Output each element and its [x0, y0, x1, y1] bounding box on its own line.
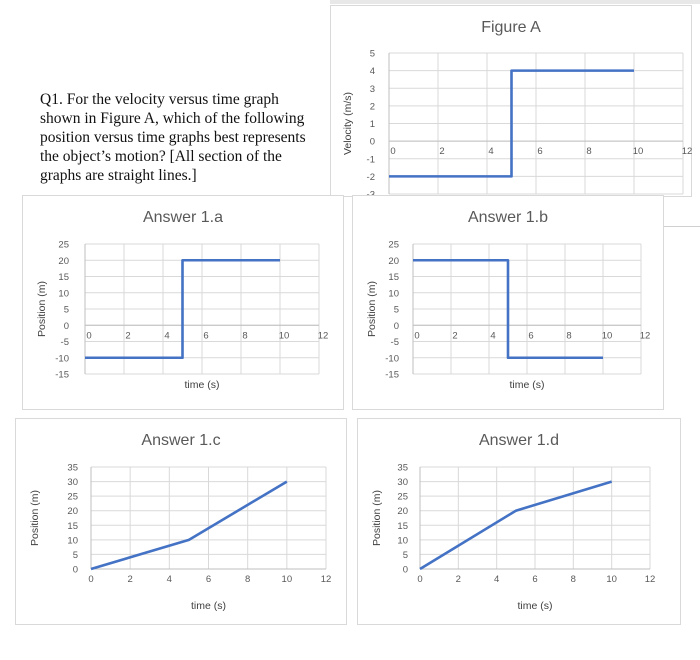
y-tick-label: 10	[58, 288, 69, 300]
y-tick-label: 25	[58, 239, 69, 251]
y-tick-label: 15	[388, 272, 399, 283]
chart-title: Answer 1.d	[478, 432, 560, 449]
x-tick-label: 4	[488, 146, 494, 158]
answer-1d-chart	[357, 418, 681, 625]
x-tick-label: 2	[455, 574, 461, 585]
y-tick-label: 25	[397, 491, 408, 503]
x-tick-label: 6	[537, 146, 543, 158]
y-tick-label: 5	[63, 304, 69, 316]
y-tick-label: 5	[402, 549, 408, 561]
y-tick-label: 20	[388, 255, 399, 267]
y-tick-label: 10	[388, 288, 399, 300]
y-tick-label: 0	[63, 320, 69, 332]
y-tick-label: 10	[67, 535, 78, 547]
y-tick-label: 30	[397, 477, 408, 489]
y-tick-label: -15	[385, 369, 399, 381]
figure-a-chart	[330, 5, 692, 197]
chart-title: Figure A	[481, 19, 541, 36]
answer-1a-chart	[22, 195, 344, 410]
y-tick-label: -10	[55, 353, 69, 365]
y-tick-label: 1	[369, 119, 375, 130]
x-tick-label: 12	[317, 330, 329, 342]
right-divider	[662, 226, 700, 227]
figA-svg	[331, 6, 691, 196]
y-tick-label: 15	[67, 520, 78, 532]
y-tick-label: 5	[72, 549, 78, 561]
top-divider	[330, 0, 700, 4]
x-axis-title: time (s)	[191, 600, 226, 612]
x-tick-label: 4	[494, 574, 500, 585]
x-tick-label: 2	[452, 330, 458, 342]
x-tick-label: 2	[439, 146, 445, 158]
x-tick-label: 8	[245, 574, 251, 585]
y-tick-label: 25	[67, 491, 78, 503]
x-tick-label: 8	[566, 330, 572, 342]
y-axis-title: Position (m)	[36, 280, 48, 338]
y-tick-label: -1	[366, 154, 375, 166]
y-tick-label: 20	[397, 506, 408, 518]
x-tick-label: 12	[644, 574, 656, 585]
answer-1c-chart	[15, 418, 347, 625]
x-tick-label: 0	[390, 146, 396, 158]
x-tick-label: 6	[528, 330, 534, 342]
y-tick-label: 20	[58, 255, 69, 267]
y-tick-label: -15	[55, 369, 69, 381]
x-tick-label: 0	[88, 574, 94, 585]
x-tick-label: 8	[586, 146, 592, 158]
y-tick-label: 25	[388, 239, 399, 251]
chart-title: Answer 1.b	[467, 209, 549, 226]
y-tick-label: -10	[385, 353, 399, 365]
y-tick-label: -5	[390, 337, 399, 348]
chart-title: Answer 1.c	[141, 432, 221, 449]
question-text: Q1. For the velocity versus time graph shown in Figure A, which of the following position versus time graphs best represents the object’s motion? [All section of the graphs are straight lines.]	[40, 91, 306, 184]
x-tick-label: 0	[417, 574, 423, 585]
x-tick-label: 0	[86, 330, 92, 342]
y-tick-label: 4	[369, 66, 375, 78]
answer-1b-chart	[352, 195, 664, 410]
x-axis-title: time (s)	[509, 379, 545, 391]
x-axis-title: time (s)	[517, 600, 553, 612]
y-axis-title: Position (m)	[366, 280, 378, 338]
x-tick-label: 8	[242, 330, 248, 342]
x-tick-label: 8	[570, 574, 576, 585]
y-tick-label: 0	[402, 564, 408, 576]
ans1d-svg	[358, 419, 680, 624]
x-tick-label: 12	[320, 574, 332, 585]
y-tick-label: 0	[369, 136, 375, 148]
x-tick-label: 10	[606, 574, 617, 585]
y-tick-label: 0	[393, 320, 399, 332]
x-tick-label: 12	[639, 330, 651, 342]
x-axis-title: time (s)	[184, 379, 220, 391]
y-axis-title: Position (m)	[371, 489, 383, 547]
y-tick-label: -2	[366, 171, 375, 183]
y-axis-title: Velocity (m/s)	[342, 91, 354, 156]
y-axis-title: Position (m)	[29, 489, 41, 547]
x-tick-label: 6	[203, 330, 209, 342]
x-tick-label: 2	[127, 574, 133, 585]
y-tick-label: 15	[58, 272, 69, 283]
x-tick-label: 12	[681, 146, 693, 158]
y-tick-label: 5	[369, 48, 375, 60]
x-tick-label: 6	[205, 574, 212, 585]
x-tick-label: 10	[632, 146, 644, 158]
x-tick-label: 2	[125, 330, 131, 342]
x-tick-label: 6	[532, 574, 538, 585]
chart-title: Answer 1.a	[142, 209, 224, 226]
y-tick-label: -5	[60, 337, 69, 348]
x-tick-label: 10	[281, 574, 293, 585]
ans1b-svg	[353, 196, 663, 409]
y-tick-label: 35	[67, 462, 78, 474]
y-tick-label: 15	[397, 520, 408, 532]
x-tick-label: 4	[164, 330, 170, 342]
x-tick-label: 10	[601, 330, 613, 342]
ans1c-svg	[16, 419, 346, 624]
y-tick-label: 30	[67, 477, 78, 489]
y-tick-label: 0	[72, 564, 78, 576]
x-tick-label: 10	[278, 330, 290, 342]
ans1a-svg	[23, 196, 343, 409]
y-tick-label: 20	[67, 506, 78, 518]
y-tick-label: 5	[393, 304, 399, 316]
y-tick-label: 2	[369, 101, 375, 113]
x-tick-label: 4	[490, 330, 496, 342]
y-tick-label: 3	[369, 83, 375, 95]
y-tick-label: 10	[397, 535, 408, 547]
x-tick-label: 4	[166, 574, 172, 585]
x-tick-label: 0	[414, 330, 420, 342]
y-tick-label: 35	[397, 462, 408, 474]
